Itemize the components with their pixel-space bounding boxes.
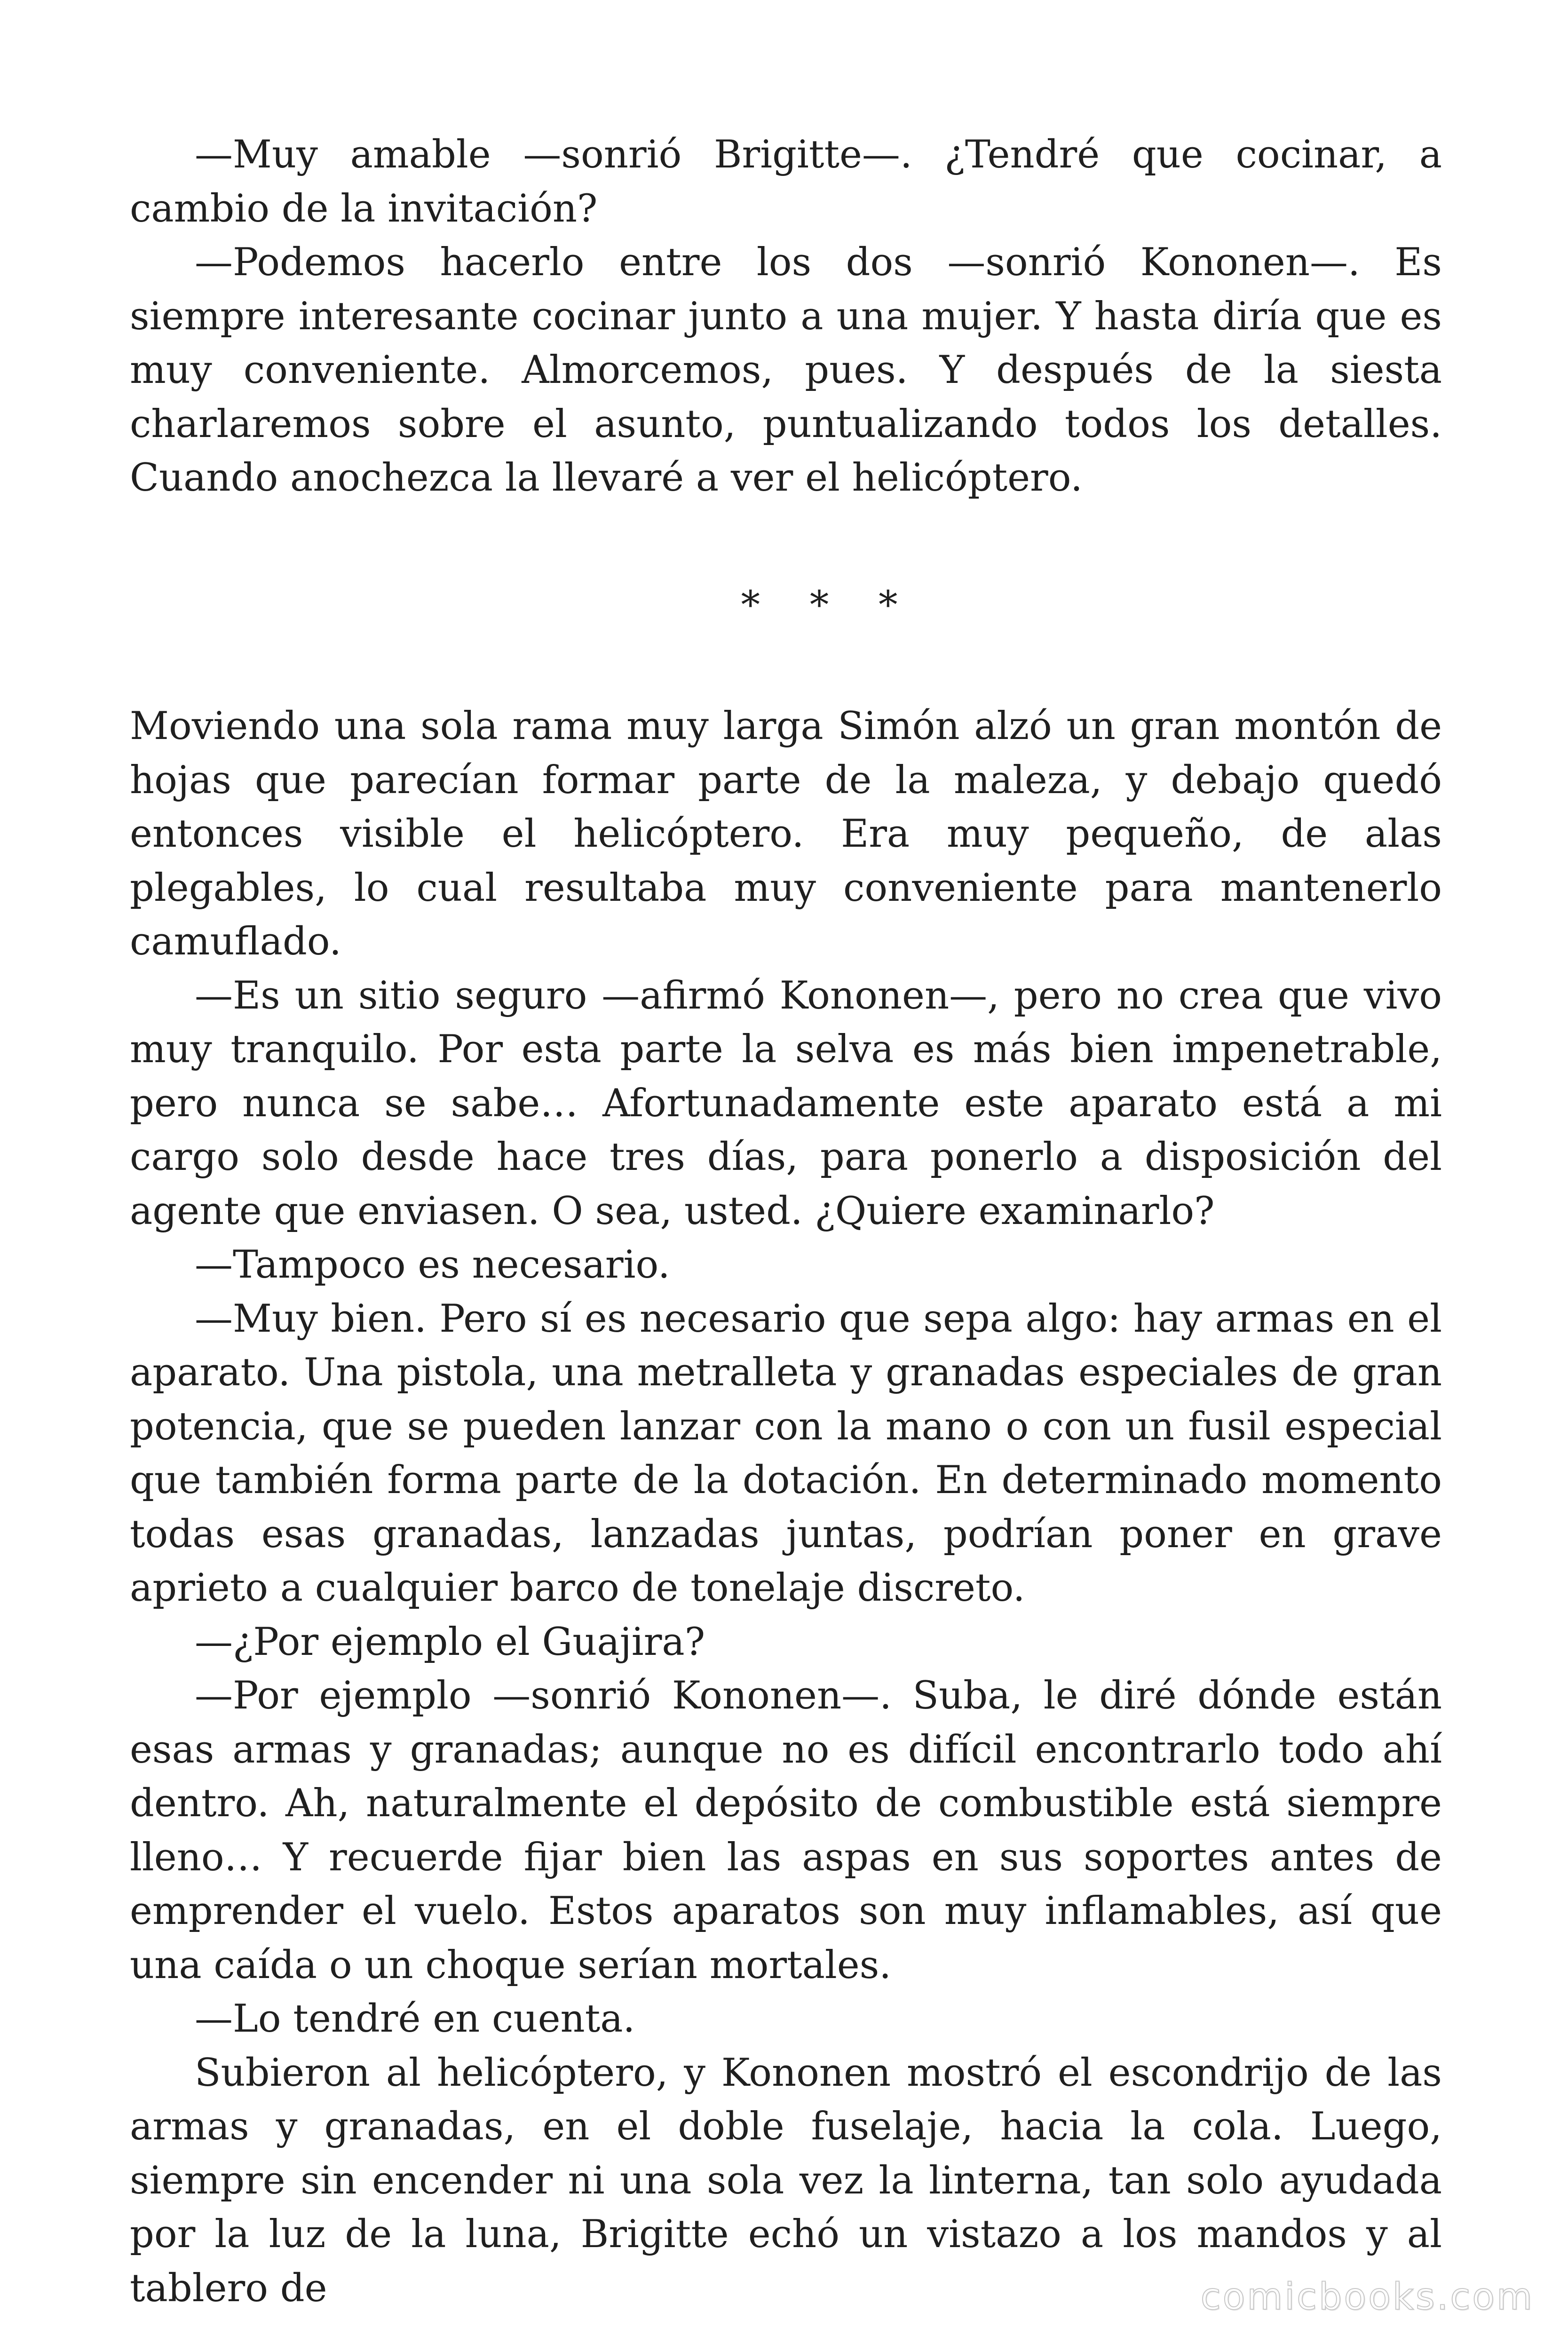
paragraph: —Es un sitio seguro —afirmó Kononen—, pero no crea que vivo muy tranquilo. Por esta parte la selva es más bien impenetrable, pero nunca se sabe… Afortunadamente este aparato está a mi cargo solo desde hace tres días, para ponerlo a disposición del agente que enviasen. O sea, usted. ¿Quiere examinarlo? <box>130 973 1442 1233</box>
paragraph: —Tampoco es necesario. <box>195 1243 670 1287</box>
watermark: comicbooks.com <box>1200 2276 1534 2318</box>
paragraph: —¿Por ejemplo el Guajira? <box>195 1620 705 1664</box>
paragraph: Moviendo una sola rama muy larga Simón alzó un gran montón de hojas que parecían formar parte de la maleza, y debajo quedó entonces visible el helicóptero. Era muy pequeño, de alas plegables, lo cual resultaba muy conveniente para mantenerlo camuflado. <box>130 704 1442 964</box>
paragraph: —Por ejemplo —sonrió Kononen—. Suba, le diré dónde están esas armas y granadas; aunque no es difícil encontrarlo todo ahí dentro. Ah, naturalmente el depósito de combustible está siempre lleno… Y recuerde fijar bien las aspas en sus soportes antes de emprender el vuelo. Estos aparatos son muy inflamables, así que una caída o un choque serían mortales. <box>130 1674 1442 1987</box>
section-2 <box>130 699 1442 2315</box>
paragraph: Subieron al helicóptero, y Kononen mostró el escondrijo de las armas y granadas, en el doble fuselaje, hacia la cola. Luego, siempre sin encender ni una sola vez la linterna, tan solo ayudada por la luz de la luna, Brigitte echó un vistazo a los mandos y al tablero de <box>130 2050 1442 2311</box>
paragraph: —Muy bien. Pero sí es necesario que sepa algo: hay armas en el aparato. Una pistola, una metralleta y granadas especiales de gran potencia, que se pueden lanzar con la mano o con un fusil especial que también forma parte de la dotación. En determinado momento todas esas granadas, lanzadas juntas, podrían poner en grave aprieto a cualquier barco de tonelaje discreto. <box>130 1296 1442 1610</box>
paragraph: —Podemos hacerlo entre los dos —sonrió Kononen—. Es siempre interesante cocinar junto a una mujer. Y hasta diría que es muy conveniente. Almorcemos, pues. Y después de la siesta charlaremos sobre el asunto, puntualizando todos los detalles. Cuando anochezca la llevaré a ver el helicóptero. <box>130 240 1442 500</box>
paragraph: —Lo tendré en cuenta. <box>195 1997 635 2041</box>
section-1 <box>130 128 1442 505</box>
scene-break: * * * <box>741 583 917 628</box>
paragraph: —Muy amable —sonrió Brigitte—. ¿Tendré que cocinar, a cambio de la invitación? <box>130 133 1442 231</box>
